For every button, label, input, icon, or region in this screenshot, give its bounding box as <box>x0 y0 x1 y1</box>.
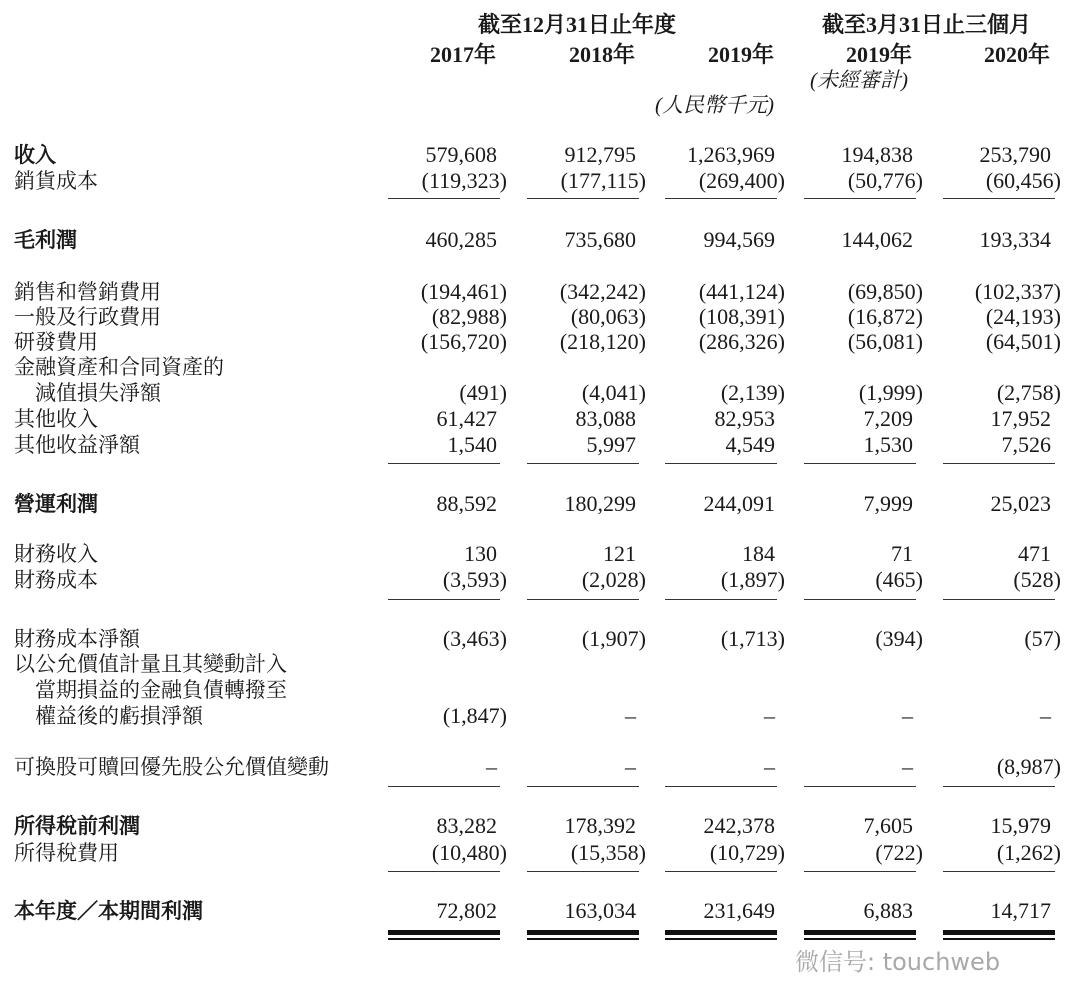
row-value: 994,569 <box>703 227 775 252</box>
row-value: (50,776) <box>847 168 923 193</box>
row-value: 471 <box>1018 541 1051 566</box>
row-value: (722) <box>875 840 923 865</box>
row-value: (1,847) <box>442 703 507 728</box>
row-value: 83,088 <box>575 406 636 431</box>
row-value: (2,758) <box>996 380 1061 405</box>
row-value: (528) <box>1013 567 1061 592</box>
row-value: (10,729) <box>709 840 785 865</box>
subtotal-rule <box>943 198 1055 199</box>
column-header-2017: 2017年 <box>430 42 497 67</box>
row-label: 財務成本淨額 <box>14 627 140 651</box>
table-row <box>0 703 1080 729</box>
table-row <box>0 329 1080 355</box>
row-value: (342,242) <box>559 279 646 304</box>
row-value: 25,023 <box>990 491 1051 516</box>
row-label: 財務收入 <box>14 542 98 566</box>
row-label: 當期損益的金融負債轉撥至 <box>14 678 287 702</box>
row-label: 本年度／本期間利潤 <box>14 899 203 923</box>
row-value: (269,400) <box>698 168 785 193</box>
row-value: (102,337) <box>974 279 1061 304</box>
table-row <box>0 813 1080 839</box>
subtotal-rule <box>804 786 916 787</box>
row-value: 17,952 <box>990 406 1051 431</box>
row-value: 7,605 <box>863 813 913 838</box>
row-value: 193,334 <box>979 227 1051 252</box>
table-row <box>0 354 1080 380</box>
total-double-rule <box>665 930 777 946</box>
table-row <box>0 380 1080 406</box>
subtotal-rule <box>527 463 639 464</box>
row-value: (1,999) <box>858 380 923 405</box>
subtotal-rule <box>388 599 500 600</box>
table-row <box>0 168 1080 194</box>
row-label: 其他收入 <box>14 407 98 431</box>
row-value: (156,720) <box>420 329 507 354</box>
quarter-period-header: 截至3月31日止三個月 <box>822 12 1032 37</box>
column-header-2020-q1: 2020年 <box>984 42 1051 67</box>
row-value: 71 <box>891 541 913 566</box>
table-row <box>0 898 1080 924</box>
subtotal-rule <box>527 786 639 787</box>
table-row <box>0 227 1080 253</box>
row-label: 毛利潤 <box>14 228 77 252</box>
row-value: – <box>764 703 775 728</box>
table-row <box>0 304 1080 330</box>
row-value: 253,790 <box>979 142 1051 167</box>
row-value: 5,997 <box>586 432 636 457</box>
subtotal-rule <box>665 198 777 199</box>
row-label: 收入 <box>14 143 56 167</box>
row-value: (69,850) <box>847 279 923 304</box>
row-value: (82,988) <box>431 304 507 329</box>
row-value: (57) <box>1024 626 1061 651</box>
row-label: 一般及行政費用 <box>14 305 161 329</box>
row-value: (465) <box>875 567 923 592</box>
row-value: 180,299 <box>564 491 636 516</box>
row-value: 184 <box>742 541 775 566</box>
subtotal-rule <box>665 599 777 600</box>
row-value: 82,953 <box>714 406 775 431</box>
row-label: 所得稅費用 <box>14 841 119 865</box>
row-value: 121 <box>603 541 636 566</box>
subtotal-rule <box>665 871 777 872</box>
row-value: – <box>486 754 497 779</box>
row-value: (286,326) <box>698 329 785 354</box>
row-value: 61,427 <box>436 406 497 431</box>
table-row <box>0 840 1080 866</box>
row-value: (64,501) <box>985 329 1061 354</box>
row-value: (194,461) <box>420 279 507 304</box>
row-value: (108,391) <box>698 304 785 329</box>
row-value: (10,480) <box>431 840 507 865</box>
row-label: 減值損失淨額 <box>14 381 161 405</box>
table-row <box>0 432 1080 458</box>
table-row <box>0 279 1080 305</box>
row-value: 579,608 <box>425 142 497 167</box>
column-header-2019-q1: 2019年 <box>846 42 913 67</box>
subtotal-rule <box>527 871 639 872</box>
row-value: 88,592 <box>436 491 497 516</box>
table-row <box>0 677 1080 703</box>
row-value: (177,115) <box>560 168 646 193</box>
row-value: 144,062 <box>841 227 913 252</box>
row-value: (218,120) <box>559 329 646 354</box>
annual-period-header: 截至12月31日止年度 <box>478 12 677 37</box>
subtotal-rule <box>804 198 916 199</box>
row-value: (15,358) <box>570 840 646 865</box>
row-value: 242,378 <box>703 813 775 838</box>
row-value: – <box>625 703 636 728</box>
row-label: 財務成本 <box>14 568 98 592</box>
row-value: 14,717 <box>990 898 1051 923</box>
row-value: 460,285 <box>425 227 497 252</box>
subtotal-rule <box>388 198 500 199</box>
subtotal-rule <box>665 786 777 787</box>
subtotal-rule <box>388 463 500 464</box>
total-double-rule <box>388 930 500 946</box>
row-value: 130 <box>464 541 497 566</box>
subtotal-rule <box>527 599 639 600</box>
subtotal-rule <box>527 198 639 199</box>
row-value: (4,041) <box>581 380 646 405</box>
row-value: (24,193) <box>985 304 1061 329</box>
row-value: 735,680 <box>564 227 636 252</box>
row-value: (1,713) <box>720 626 785 651</box>
row-value: 1,540 <box>447 432 497 457</box>
row-value: – <box>902 754 913 779</box>
table-row <box>0 491 1080 517</box>
column-header-2018: 2018年 <box>569 42 636 67</box>
table-row <box>0 406 1080 432</box>
row-value: 7,999 <box>863 491 913 516</box>
row-value: 7,526 <box>1001 432 1051 457</box>
row-label: 以公允價值計量且其變動計入 <box>14 652 287 676</box>
row-value: (491) <box>459 380 507 405</box>
row-label: 其他收益淨額 <box>14 433 140 457</box>
row-value: – <box>902 703 913 728</box>
row-value: 6,883 <box>863 898 913 923</box>
row-value: (16,872) <box>847 304 923 329</box>
row-label: 權益後的虧損淨額 <box>14 704 203 728</box>
unaudited-note: (未經審計) <box>810 68 908 92</box>
row-value: (8,987) <box>996 754 1061 779</box>
table-row <box>0 142 1080 168</box>
row-value: (1,897) <box>720 567 785 592</box>
subtotal-rule <box>943 599 1055 600</box>
row-value: 1,263,969 <box>687 142 775 167</box>
row-value: 231,649 <box>703 898 775 923</box>
row-value: (119,323) <box>421 168 507 193</box>
subtotal-rule <box>943 786 1055 787</box>
row-value: (3,463) <box>442 626 507 651</box>
subtotal-rule <box>943 463 1055 464</box>
row-value: 4,549 <box>725 432 775 457</box>
row-label: 銷售和營銷費用 <box>14 280 161 304</box>
row-value: 15,979 <box>990 813 1051 838</box>
subtotal-rule <box>388 786 500 787</box>
subtotal-rule <box>804 463 916 464</box>
row-label: 銷貨成本 <box>14 169 98 193</box>
row-label: 所得稅前利潤 <box>14 814 140 838</box>
subtotal-rule <box>665 463 777 464</box>
row-value: 83,282 <box>436 813 497 838</box>
row-label: 金融資產和合同資產的 <box>14 355 224 379</box>
subtotal-rule <box>804 871 916 872</box>
subtotal-rule <box>943 871 1055 872</box>
total-double-rule <box>527 930 639 946</box>
table-row <box>0 626 1080 652</box>
row-value: (1,262) <box>996 840 1061 865</box>
row-value: – <box>1040 703 1051 728</box>
row-value: – <box>625 754 636 779</box>
row-value: (3,593) <box>442 567 507 592</box>
watermark: 微信号: touchweb <box>795 948 1001 976</box>
table-row <box>0 754 1080 780</box>
row-value: (2,028) <box>581 567 646 592</box>
row-label: 研發費用 <box>14 330 98 354</box>
row-value: (441,124) <box>698 279 785 304</box>
row-value: 244,091 <box>703 491 775 516</box>
row-value: (1,907) <box>581 626 646 651</box>
column-header-2019: 2019年 <box>708 42 775 67</box>
row-label: 營運利潤 <box>14 492 98 516</box>
row-value: – <box>764 754 775 779</box>
row-value: (80,063) <box>570 304 646 329</box>
currency-note: (人民幣千元) <box>655 93 774 117</box>
subtotal-rule <box>388 871 500 872</box>
subtotal-rule <box>804 599 916 600</box>
row-value: (394) <box>875 626 923 651</box>
row-value: 7,209 <box>863 406 913 431</box>
table-row <box>0 651 1080 677</box>
row-value: 912,795 <box>564 142 636 167</box>
row-label: 可換股可贖回優先股公允價值變動 <box>14 755 329 779</box>
row-value: 1,530 <box>863 432 913 457</box>
row-value: 178,392 <box>564 813 636 838</box>
table-row <box>0 541 1080 567</box>
row-value: 72,802 <box>436 898 497 923</box>
row-value: 194,838 <box>841 142 913 167</box>
row-value: 163,034 <box>564 898 636 923</box>
row-value: (2,139) <box>720 380 785 405</box>
row-value: (60,456) <box>985 168 1061 193</box>
table-row <box>0 567 1080 593</box>
row-value: (56,081) <box>847 329 923 354</box>
